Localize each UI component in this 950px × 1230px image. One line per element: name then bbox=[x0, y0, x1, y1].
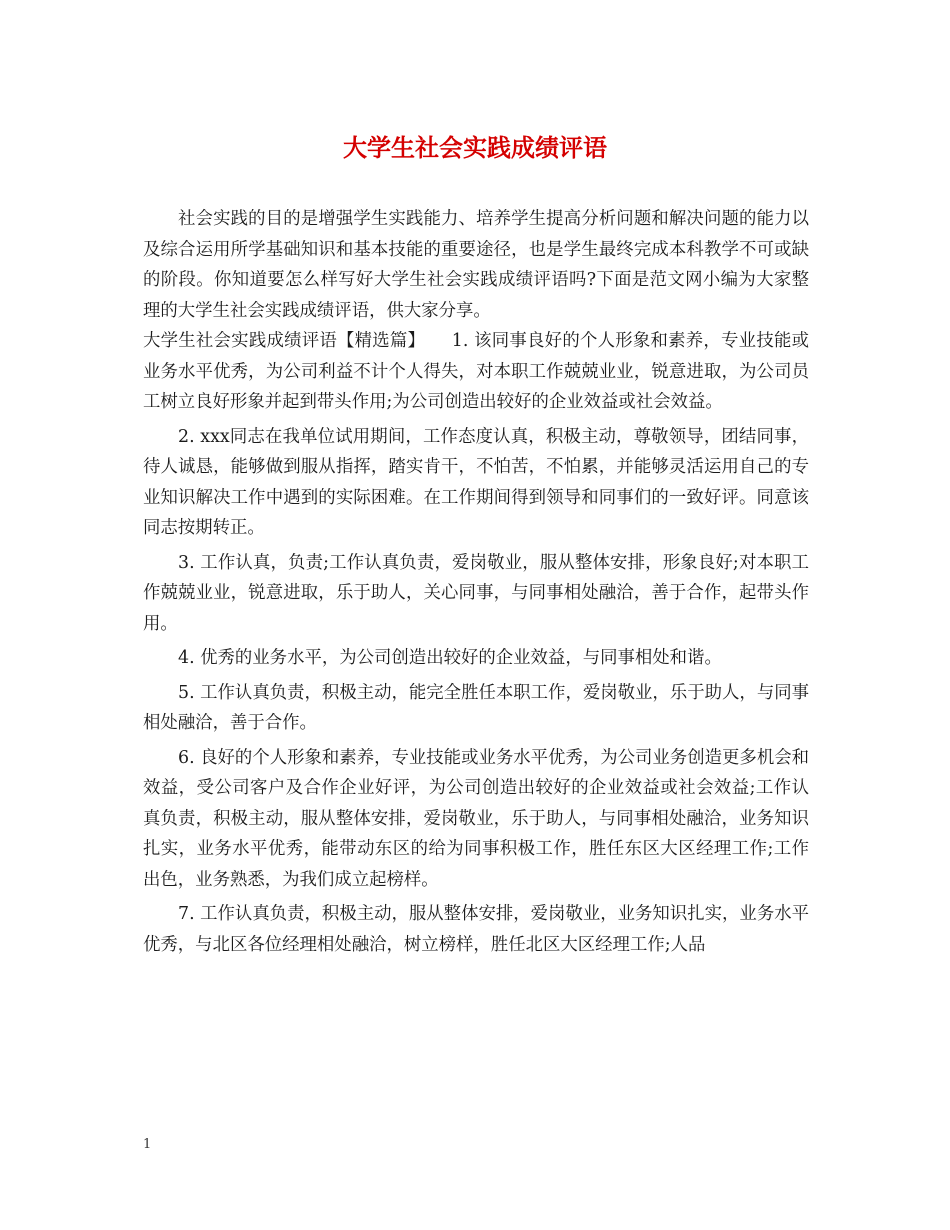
list-item: 7. 工作认真负责，积极主动，服从整体安排，爱岗敬业，业务知识扎实，业务水平优秀，与北区各位经理相处融洽，树立榜样，胜任北区大区经理工作;人品 bbox=[143, 904, 809, 955]
list-item: 3. 工作认真，负责;工作认真负责，爱岗敬业，服从整体安排，形象良好;对本职工作兢兢业业，锐意进取，乐于助人，关心同事，与同事相处融洽，善于合作，起带头作用。 bbox=[143, 552, 809, 634]
list-item: 6. 良好的个人形象和素养，专业技能或业务水平优秀，为公司业务创造更多机会和效益，受公司客户及合作企业好评，为公司创造出较好的企业效益或社会效益;工作认真负责，积极主动，服从整体安排，爱岗敬业，乐于助人，与同事相处融洽，业务知识扎实，业务水平优秀，能带动东区的给为同事积极工作，胜任东区大区经理工作;工作出色，业务熟悉，为我们成立起榜样。 bbox=[143, 747, 809, 890]
list-item: 2. xxx同志在我单位试用期间，工作态度认真，积极主动，尊敬领导，团结同事，待人诚恳，能够做到服从指挥，踏实肯干，不怕苦，不怕累，并能够灵活运用自己的专业知识解决工作中遇到的实际困难。在工作期间得到领导和同事们的一致好评。同意该同志按期转正。 bbox=[143, 426, 809, 538]
intro-paragraph: 社会实践的目的是增强学生实践能力、培养学生提高分析问题和解决问题的能力以及综合运用所学基础知识和基本技能的重要途径，也是学生最终完成本科教学不可或缺的阶段。你知道要怎么样写好大学生社会实践成绩评语吗?下面是范文网小编为大家整理的大学生社会实践成绩评语，供大家分享。 bbox=[143, 209, 809, 321]
list-item: 4. 优秀的业务水平，为公司创造出较好的企业效益，与同事相处和谐。 bbox=[178, 648, 722, 668]
section-heading-paragraph: 大学生社会实践成绩评语【精选篇】 1. 该同事良好的个人形象和素养，专业技能或业务水平优秀，为公司利益不计个人得失，对本职工作兢兢业业，锐意进取，为公司员工树立良好形象并起到带头作用;为公司创造出较好的企业效益或社会效益。 bbox=[143, 331, 809, 412]
list-item: 5. 工作认真负责，积极主动，能完全胜任本职工作，爱岗敬业，乐于助人，与同事相处融洽，善于合作。 bbox=[143, 682, 809, 733]
document-title: 大学生社会实践成绩评语 bbox=[343, 134, 607, 162]
page-number: 1 bbox=[143, 1137, 152, 1152]
document-body bbox=[143, 204, 809, 960]
